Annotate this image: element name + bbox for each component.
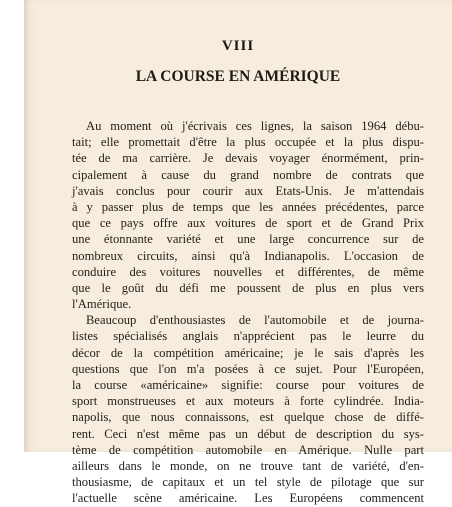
text-line: Beaucoup d'enthousiastes de l'automobile et de journa-: [86, 313, 424, 328]
text-line: tème de compétition automobile en Amérique. Nulle part: [72, 442, 424, 457]
text-line: listes spécialisés anglais n'apprécient pas le leurre du: [72, 329, 424, 344]
text-line: décor de la compétition américaine; je le sais d'après les: [72, 345, 424, 360]
text-line: sport monstrueuses et aux moteurs à forte cylindrée. India-: [72, 394, 424, 409]
text-line: tait; elle promettait d'être la plus occupée et la plus dispu-: [72, 135, 424, 150]
text-line: thousiasme, de capitaux et un tel style de pilotage que sur: [72, 475, 424, 490]
text-line: que ce pays offre aux voitures de sport et de Grand Prix: [72, 216, 424, 231]
text-line: l'actuelle scène américaine. Les Européens commencent: [72, 491, 424, 506]
paragraph: [72, 312, 424, 506]
text-line: napolis, que nous connaissons, est quelque chose de diffé-: [72, 410, 424, 425]
text-line: l'Amérique.: [72, 297, 132, 312]
text-line: nombreux circuits, ainsi qu'à Indianapolis. L'occasion de: [72, 248, 424, 263]
text-line: ailleurs dans le monde, on ne trouve tant de variété, d'en-: [72, 458, 424, 473]
text-line: rent. Ceci n'est même pas un début de description du sys-: [72, 426, 424, 441]
text-line: cipalement à cause du grand nombre de contrats que: [72, 167, 424, 182]
body-text: [72, 118, 424, 507]
text-line: que le goût du défi me poussent de plus en plus vers: [72, 280, 424, 295]
text-line: questions que l'on m'a posées à ce sujet. Pour l'Européen,: [72, 361, 424, 376]
text-line: la course «américaine» signifie: course pour voitures de: [72, 378, 424, 392]
chapter-number: VIII: [221, 38, 255, 54]
book-page: [24, 0, 452, 506]
text-line: à y passer plus de temps que les années précédentes, parce: [72, 199, 424, 214]
paragraph: [72, 118, 424, 312]
text-line: conduire des voitures nouvelles et différentes, de même: [72, 264, 424, 279]
text-line: j'avais conclus pour courir aux Etats-Unis. Je m'attendais: [72, 183, 424, 198]
text-line: tée de ma carrière. Je devais voyager énormément, prin-: [72, 151, 424, 166]
text-line: une étonnante variété et une large concurrence sur de: [72, 232, 424, 247]
chapter-title: LA COURSE EN AMÉRIQUE: [135, 68, 341, 85]
text-line: Au moment où j'écrivais ces lignes, la saison 1964 débu-: [86, 119, 424, 133]
